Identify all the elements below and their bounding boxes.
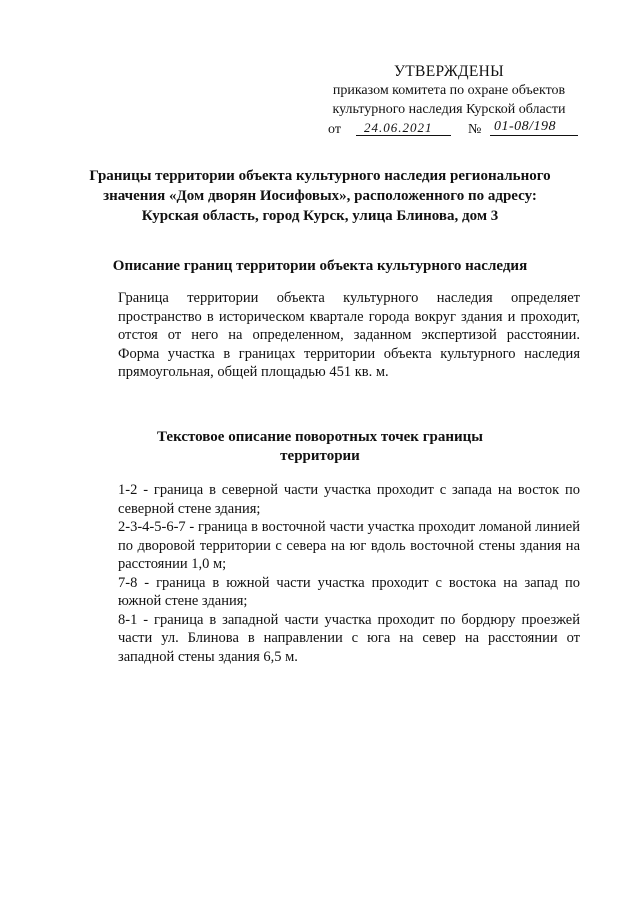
section-2-heading <box>60 428 580 466</box>
title-line-3: Курская область, город Курск, улица Блинова, дом 3 <box>141 208 499 224</box>
section-2-heading-line-1: Текстовое описание поворотных точек границы <box>156 429 483 445</box>
boundary-point-item: 1-2 - граница в северной части участка проходит с запада на восток по северной стене здания; <box>118 482 580 517</box>
approval-block <box>318 62 580 140</box>
boundary-point-item: 2-3-4-5-6-7 - граница в восточной части участка проходит ломаной линией по дворовой территории с севера на юг вдоль восточной стены здания на расстоянии 1,0 м; <box>118 519 580 572</box>
approval-date-number-line <box>318 120 580 140</box>
section-1-body <box>118 289 580 382</box>
boundary-point-item: 7-8 - граница в южной части участка проходит с востока на запад по южной стене здания; <box>118 574 580 609</box>
approval-stamp: УТВЕРЖДЕНЫ <box>394 63 504 80</box>
title-line-1: Границы территории объекта культурного наследия регионального <box>89 168 551 184</box>
boundary-point-item: 8-1 - граница в западной части участка проходит по бордюру проезжей части ул. Блинова в направлении с юга на север на расстоянии от западной стены здания 6,5 м. <box>118 611 580 665</box>
document-title <box>60 166 580 226</box>
date-label: от <box>328 122 341 137</box>
title-line-2: значения «Дом дворян Иосифовых», расположенного по адресу: <box>103 188 537 204</box>
section-1-paragraph: Граница территории объекта культурного наследия определяет пространство в историческом квартале города вокруг здания и проходит, отстоя от него на определенном, заданном экспертизой расстоянии. Форма участка в границах территории объекта культурного наследия прямоугольная, общей площадью 451 кв. м. <box>118 290 580 380</box>
approval-line-2: культурного наследия Курской области <box>332 102 566 117</box>
handwritten-date: 24.06.2021 <box>364 120 433 135</box>
number-label: № <box>468 122 482 137</box>
section-2-body <box>118 481 580 666</box>
section-1-heading: Описание границ территории объекта культурного наследия <box>112 258 528 274</box>
section-2-heading-line-2: территории <box>280 448 360 464</box>
handwritten-number: 01-08/198 <box>494 119 557 134</box>
approval-line-1: приказом комитета по охране объектов <box>332 83 566 98</box>
